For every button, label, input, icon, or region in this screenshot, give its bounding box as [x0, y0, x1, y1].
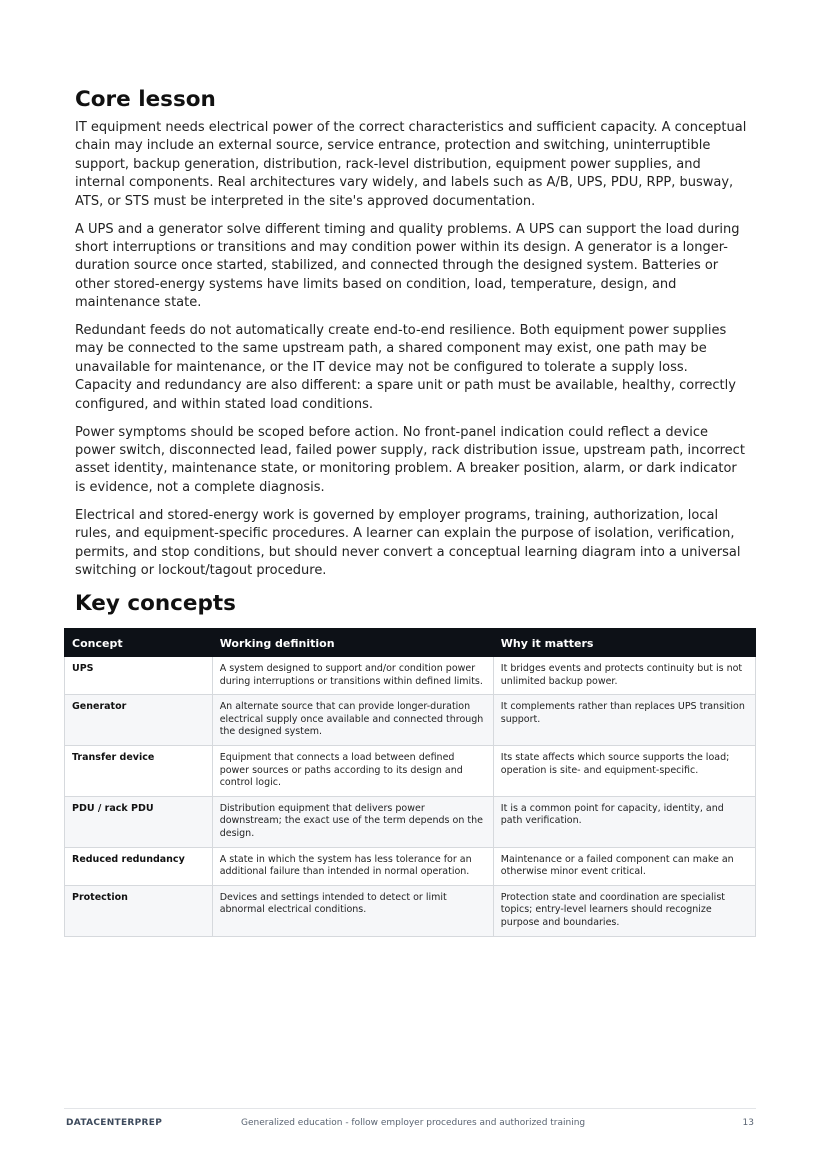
concept-cell: Protection — [65, 885, 213, 936]
concept-cell: PDU / rack PDU — [65, 796, 213, 847]
why-cell: It complements rather than replaces UPS transition support. — [493, 695, 755, 746]
definition-cell: Devices and settings intended to detect or limit abnormal electrical conditions. — [212, 885, 493, 936]
core-lesson-paragraph-5: Electrical and stored-energy work is governed by employer programs, training, authorization, local rules, and equipment-specific procedures. A learner can explain the purpose of isolation, verification, permits, and stop conditions, but should never convert a conceptual learning diagram into a universal switching or lockout/tagout procedure. — [75, 507, 741, 578]
table-header-row — [65, 629, 756, 657]
key-concepts-table — [64, 628, 756, 937]
footer-brand: DATACENTERPREP — [66, 1118, 163, 1128]
table-row — [65, 796, 756, 847]
concept-cell: UPS — [65, 657, 213, 695]
table-row — [65, 695, 756, 746]
definition-cell: An alternate source that can provide longer-duration electrical supply once available and connected through the designed system. — [212, 695, 493, 746]
why-cell: Maintenance or a failed component can make an otherwise minor event critical. — [493, 847, 755, 885]
why-cell: Its state affects which source supports the load; operation is site- and equipment-specific. — [493, 745, 755, 796]
footer-note: Generalized education - follow employer procedures and authorized training — [241, 1118, 586, 1128]
core-lesson-paragraph-1: IT equipment needs electrical power of the correct characteristics and sufficient capacity. A conceptual chain may include an external source, service entrance, protection and switching, uninterruptible support, backup generation, distribution, rack-level distribution, equipment power supplies, and internal components. Real architectures vary widely, and labels such as A/B, UPS, PDU, RPP, busway, ATS, or STS must be interpreted in the site's approved documentation. — [75, 120, 747, 209]
column-header-why: Why it matters — [493, 629, 755, 657]
definition-cell: Equipment that connects a load between defined power sources or paths according to its design and control logic. — [212, 745, 493, 796]
table-row — [65, 885, 756, 936]
why-cell: Protection state and coordination are specialist topics; entry-level learners should recognize purpose and boundaries. — [493, 885, 755, 936]
why-cell: It is a common point for capacity, identity, and path verification. — [493, 796, 755, 847]
core-lesson-heading: Core lesson — [75, 87, 216, 112]
concept-cell: Reduced redundancy — [65, 847, 213, 885]
footer-divider — [64, 1108, 756, 1109]
why-cell: It bridges events and protects continuity but is not unlimited backup power. — [493, 657, 755, 695]
table-row — [65, 745, 756, 796]
concept-cell: Generator — [65, 695, 213, 746]
core-lesson-paragraph-4: Power symptoms should be scoped before action. No front-panel indication could reflect a device power switch, disconnected lead, failed power supply, rack distribution issue, upstream path, incorrect asset identity, maintenance state, or monitoring problem. A breaker position, alarm, or dark indicator is evidence, not a complete diagnosis. — [75, 424, 745, 495]
concept-cell: Transfer device — [65, 745, 213, 796]
page-number: 13 — [742, 1118, 754, 1128]
column-header-definition: Working definition — [212, 629, 493, 657]
column-header-concept: Concept — [65, 629, 213, 657]
key-concepts-heading: Key concepts — [75, 590, 236, 616]
definition-cell: A system designed to support and/or condition power during interruptions or transitions within defined limits. — [212, 657, 493, 695]
definition-cell: Distribution equipment that delivers power downstream; the exact use of the term depends on the design. — [212, 796, 493, 847]
table-row — [65, 657, 756, 695]
main-content — [75, 86, 747, 623]
table-row — [65, 847, 756, 885]
definition-cell: A state in which the system has less tolerance for an additional failure than intended in normal operation. — [212, 847, 493, 885]
core-lesson-paragraph-3: Redundant feeds do not automatically create end-to-end resilience. Both equipment power supplies may be connected to the same upstream path, a shared component may exist, one path may be unavailable for maintenance, or the IT device may not be configured to tolerate a supply loss. Capacity and redundancy are also different: a spare unit or path must be available, healthy, correctly configured, and within stated load conditions. — [75, 323, 736, 412]
core-lesson-paragraph-2: A UPS and a generator solve different timing and quality problems. A UPS can support the load during short interruptions or transitions and may condition power within its design. A generator is a longer-duration source once started, stabilized, and connected through the designed system. Batteries or other stored-energy systems have limits based on condition, load, temperature, design, and maintenance state. — [75, 221, 740, 311]
